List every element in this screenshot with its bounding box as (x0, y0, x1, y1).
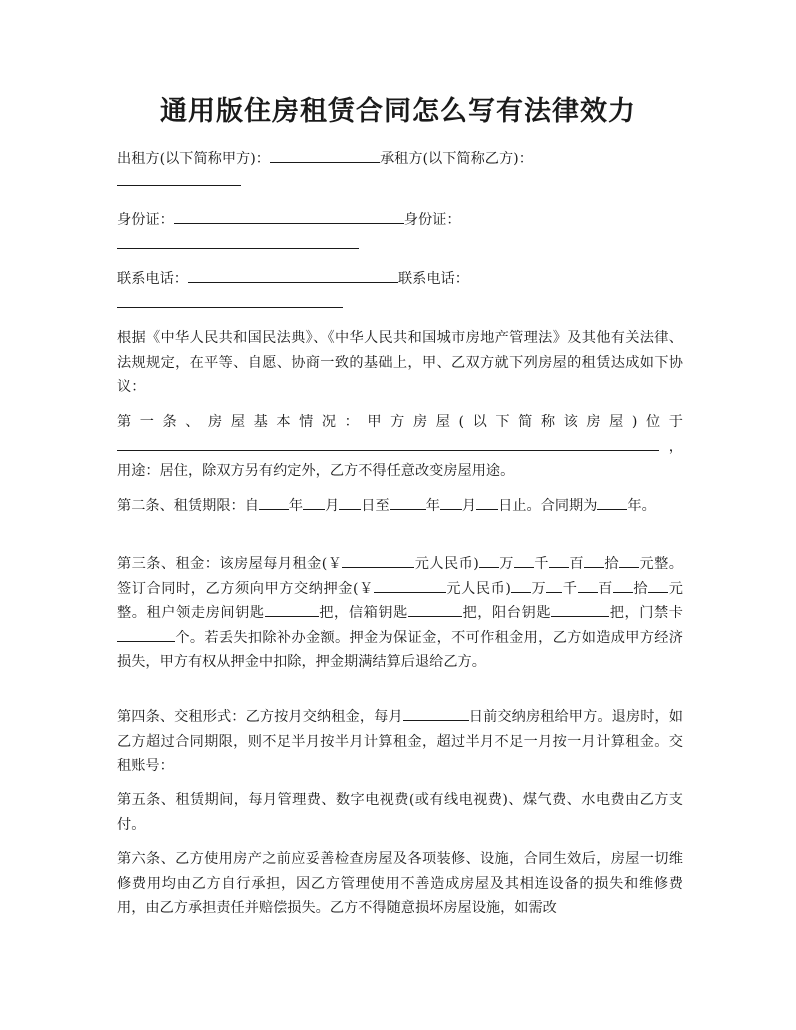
document-title: 通用版住房租赁合同怎么写有法律效力 (160, 96, 636, 127)
article-1-text-a: 第一条、房屋基本情况：甲方房屋(以下简称该房屋)位于 (117, 414, 683, 430)
article-2-month2: 月 (461, 498, 477, 514)
lessor-phone-label: 联系电话： (117, 271, 188, 287)
rent-shi: 拾 (603, 556, 620, 572)
article-3-text-b: 元人民币) (414, 556, 479, 572)
deposit-wan: 万 (530, 580, 547, 597)
property-address-blank-2 (369, 435, 659, 451)
article-1 (117, 410, 683, 484)
article-2-text-a: 第二条、租赁期限：自 (117, 498, 259, 514)
lessor-id-blank (174, 208, 404, 224)
lessor-phone-blank (188, 267, 398, 283)
article-2-year: 年 (288, 498, 304, 514)
lessee-id-label: 身份证： (403, 212, 461, 228)
lessee-phone-label: 联系电话： (397, 271, 469, 287)
rent-qian: 千 (533, 556, 549, 572)
rent-amount-blank (342, 552, 414, 568)
article-2 (117, 494, 683, 519)
article-3 (117, 552, 683, 675)
lessee-id-blank (117, 228, 359, 249)
article-3-text-f: 把，信箱钥匙 (318, 605, 408, 621)
article-3-text-g: 把，阳台钥匙 (461, 605, 552, 621)
article-3-text-a: 第三条、租金：该房屋每月租金(￥ (117, 556, 343, 572)
deposit-amount-blank (374, 577, 446, 593)
lessor-id-label: 身份证： (117, 212, 174, 228)
article-2-day-to: 日至 (361, 498, 390, 514)
lessee-label: 承租方(以下简称乙方)： (379, 151, 533, 167)
article-3-text-d: 元人民币) (445, 580, 511, 597)
article-6: 第六条、乙方使用房产之前应妥善检查房屋及各项装修、设施，合同生效后，房屋一切维修费用均由乙方自行承担，因乙方管理使用不善造成房屋及其相连设备的损失和维修费用，由乙方承担责任并赔偿损失。乙方不得随意损坏房屋设施，如需改 (117, 851, 683, 916)
rent-wan: 万 (498, 556, 514, 572)
article-5: 第五条、租赁期间，每月管理费、数字电视费(或有线电视费)、煤气费、水电费由乙方支付。 (117, 792, 683, 833)
article-3-text-h: 把，门禁卡 (609, 605, 683, 621)
rent-bai: 百 (568, 556, 584, 572)
article-3-text-i: 个。若丢失扣除补办金额。押金为保证金，不可作租金用，乙方如造成甲方经济损失，甲方有权从押金中扣除，押金期满结算后退给乙方。 (117, 629, 683, 670)
article-4 (117, 705, 683, 779)
rent-day-blank (403, 705, 469, 721)
deposit-shi: 拾 (632, 580, 649, 597)
deposit-bai: 百 (597, 580, 613, 597)
property-address-blank (117, 435, 369, 451)
preamble-paragraph: 根据《中华人民共和国民法典》、《中华人民共和国城市房地产管理法》及其他有关法律、法规规定，在平等、自愿、协商一致的基础上，甲、乙双方就下列房屋的租赁达成如下协议： (117, 330, 683, 395)
lessor-label: 出租方(以下简称甲方)： (117, 151, 270, 167)
lessee-phone-blank (117, 287, 343, 308)
article-2-year2: 年 (425, 498, 440, 514)
article-4-text-a: 第四条、交租形式：乙方按月交纳租金，每月 (117, 709, 403, 725)
article-2-end: 日止。合同期为 (498, 498, 598, 514)
article-3-text-c: 元整。签订合同时，乙方须向甲方交纳押金(￥ (117, 556, 683, 597)
lessor-blank (270, 147, 380, 163)
article-2-year3: 年。 (627, 498, 656, 514)
lessee-blank (117, 165, 241, 186)
article-2-month: 月 (325, 498, 340, 514)
article-4-text-b: 日前交纳房租给甲方。退房时，如乙方超过合同期限，则不足半月按半月计算租金，超过半月不足一月按一月计算租金。交租账号： (117, 709, 683, 774)
article-3-text-e: 元整。租户领走房间钥匙 (117, 580, 683, 621)
article-1-text-b: ，用途：居住，除双方另有约定外，乙方不得任意改变房屋用途。 (117, 438, 683, 479)
deposit-qian: 千 (562, 580, 578, 597)
